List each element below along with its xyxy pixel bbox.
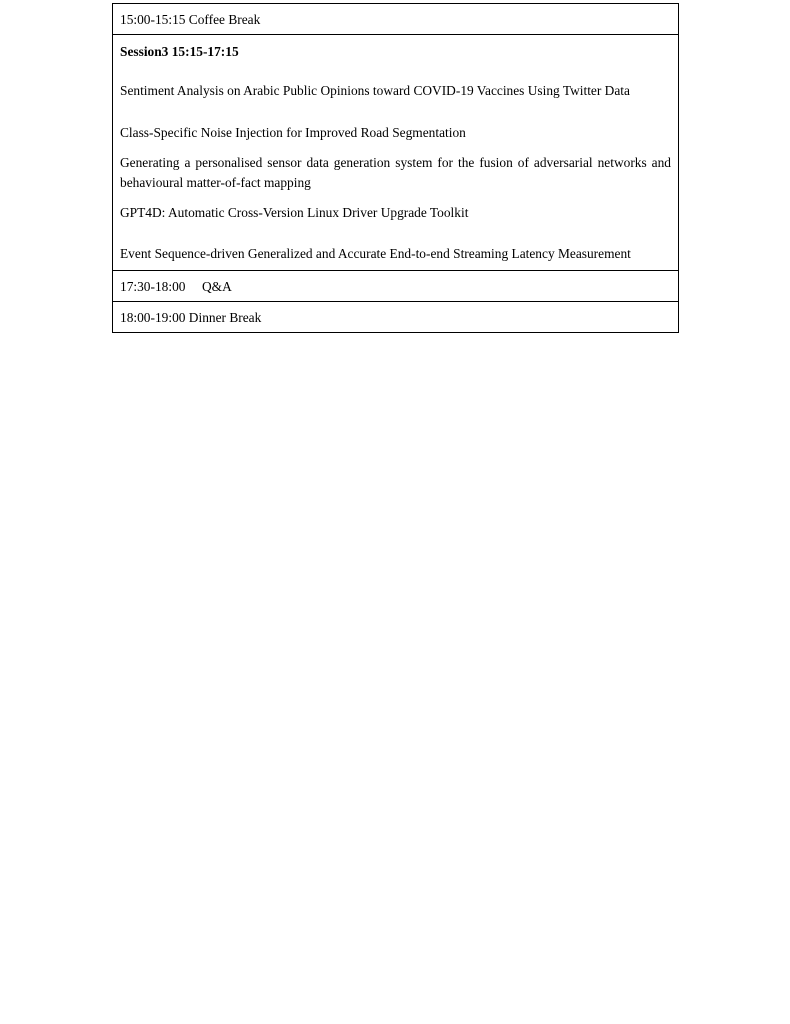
qa-label: Q&A: [202, 279, 232, 294]
dinner-break-cell: 18:00-19:00 Dinner Break: [113, 302, 679, 333]
schedule-table: [112, 3, 679, 333]
session-row: [113, 35, 679, 271]
dinner-break-row: [113, 302, 679, 333]
session-title: Session3 15:15-17:15: [120, 44, 239, 59]
coffee-break-cell: 15:00-15:15 Coffee Break: [113, 4, 679, 35]
qa-row: [113, 271, 679, 302]
paper-title: Generating a personalised sensor data generation system for the fusion of adversarial networks and behavioural matter-of-fact mapping: [120, 155, 671, 190]
paper-title: Event Sequence-driven Generalized and Accurate End-to-end Streaming Latency Measurement: [120, 246, 631, 261]
qa-cell: [113, 271, 679, 302]
paper-title: Class-Specific Noise Injection for Improved Road Segmentation: [120, 125, 466, 140]
qa-time: 17:30-18:00: [120, 279, 186, 294]
session-cell: [113, 35, 679, 271]
paper-title: Sentiment Analysis on Arabic Public Opinions toward COVID-19 Vaccines Using Twitter Data: [120, 83, 630, 98]
paper-title: GPT4D: Automatic Cross-Version Linux Driver Upgrade Toolkit: [120, 205, 469, 220]
coffee-break-row: [113, 4, 679, 35]
